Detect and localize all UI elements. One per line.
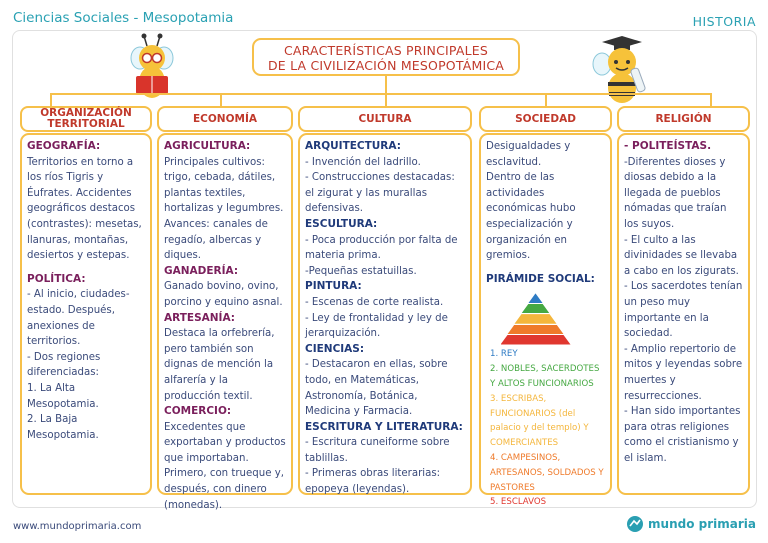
text-politica-2: - Dos regiones diferenciadas:	[27, 351, 101, 379]
title-line-1: CARACTERÍSTICAS PRINCIPALES	[283, 43, 489, 58]
column-sociedad	[479, 133, 612, 508]
text-ciencias: - Destacaron en ellas, sobre todo, en Matemáticas, Astronomía, Botánica, Medicina y Farmacia.	[305, 359, 448, 418]
footer-url[interactable]: www.mundoprimaria.com	[13, 521, 142, 532]
column-cultura	[298, 133, 472, 495]
heading-geografia: GEOGRAFÍA:	[27, 140, 101, 152]
column-economia	[157, 133, 293, 511]
pyramid-level-1	[501, 293, 571, 303]
pyramid-level-2	[501, 304, 571, 314]
heading-ciencias: CIENCIAS:	[305, 342, 365, 355]
heading-escultura: ESCULTURA:	[305, 217, 378, 230]
connector-col-3	[385, 93, 387, 107]
text-religion-5: - Han sido importantes para otras religiones como el cristianismo y el islam.	[624, 406, 741, 464]
heading-artesania: ARTESANÍA:	[164, 311, 235, 324]
subject-tag: HISTORIA	[692, 14, 756, 29]
category-organizacion: ORGANIZACIÓN TERRITORIAL	[20, 106, 152, 132]
title-line-2: DE LA CIVILIZACIÓN MESOPOTÁMICA	[267, 58, 505, 73]
text-ganaderia: Ganado bovino, ovino, porcino y equino asnal.	[164, 281, 283, 308]
text-agricultura-avances: Avances: canales de regadío, albercas y diques.	[164, 218, 268, 262]
text-agricultura: Principales cultivos: trigo, cebada, dátiles, plantas textiles, hortalizas y legumbres.	[164, 156, 284, 215]
connector-col-4	[545, 93, 547, 107]
column-organizacion	[20, 133, 152, 495]
brand-name: mundo primaria	[648, 517, 756, 531]
text-escritura-1: - Escritura cuneiforme sobre tablillas.	[305, 437, 450, 464]
connector-horizontal	[50, 93, 710, 95]
legend-level-5: 5. ESCLAVOS	[490, 497, 547, 508]
text-religion-4: - Amplio repertorio de mitos y leyendas sobre muertes y resurrecciones.	[624, 343, 743, 402]
text-sociedad-2: Dentro de las actividades económicas hubo especialización y organización en gremios.	[486, 172, 576, 262]
heading-piramide: PIRÁMIDE SOCIAL:	[486, 272, 595, 285]
heading-politica: POLÍTICA:	[27, 272, 86, 285]
text-pintura-2: - Ley de frontalidad y ley de jerarquización.	[305, 312, 448, 340]
social-pyramid	[501, 293, 571, 345]
text-pintura-1: - Escenas de corte realista.	[305, 296, 444, 308]
text-comercio: Excedentes que exportaban y productos que importaban. Primero, con trueque y, después, con dinero (monedas).	[164, 421, 286, 511]
text-religion-2: - El culto a las divinidades se llevaba a cabo en los zigurats.	[624, 234, 739, 277]
pyramid-legend	[486, 347, 605, 510]
text-geografia: Territorios en torno a los ríos Tigris y Éufrates. Accidentes geográficos destacos (contrastes): mesetas, llanuras, montañas, desiertos y estepas.	[27, 156, 142, 262]
footer-brand	[626, 515, 756, 533]
text-religion-3: - Los sacerdotes tenían un peso muy importante en la sociedad.	[624, 281, 743, 340]
category-religion: RELIGIÓN	[617, 106, 750, 132]
pyramid-level-3	[501, 314, 571, 324]
text-artesania: Destaca la orfebrería, pero también son dignas de mención la alfarería y la producción textil.	[164, 328, 275, 402]
heading-pintura: PINTURA:	[305, 280, 362, 293]
connector-col-2	[220, 93, 222, 107]
worksheet-subject: Ciencias Sociales - Mesopotamia	[13, 10, 234, 26]
connector-col-5	[710, 93, 712, 107]
text-arquitectura-2: - Construcciones destacadas: el zigurat y las murallas defensivas.	[305, 172, 455, 215]
heading-agricultura: AGRICULTURA:	[164, 140, 251, 152]
text-politica-1: - Al inicio, ciudades-estado. Después, anexiones de territorios.	[27, 289, 130, 348]
text-escultura-2: -Pequeñas estatuillas.	[305, 265, 417, 277]
heading-arquitectura: ARQUITECTURA:	[305, 140, 401, 152]
pyramid-level-5	[501, 335, 571, 345]
text-religion-1: -Diferentes dioses y diosas debido a la llegada de pueblos nómadas que traían los suyos.	[624, 156, 727, 230]
text-sociedad-1: Desigualdades y esclavitud.	[486, 141, 571, 168]
legend-level-4: 4. CAMPESINOS, ARTESANOS, SOLDADOS Y PASTORES	[490, 452, 604, 493]
legend-level-2: 2. NOBLES, SACERDOTES Y ALTOS FUNCIONARIOS	[490, 364, 600, 389]
text-politica-3: 1. La Alta Mesopotamia.	[27, 382, 99, 410]
text-arquitectura-1: - Invención del ladrillo.	[305, 156, 421, 168]
text-escultura-1: - Poca producción por falta de materia prima.	[305, 234, 458, 262]
heading-comercio: COMERCIO:	[164, 405, 232, 418]
category-economia: ECONOMÍA	[157, 106, 293, 132]
heading-escritura: ESCRITURA Y LITERATURA:	[305, 420, 463, 433]
connector-title	[385, 76, 387, 94]
brand-logo-icon	[626, 515, 644, 533]
connector-col-1	[50, 93, 52, 107]
category-sociedad: SOCIEDAD	[479, 106, 612, 132]
main-title	[252, 38, 520, 76]
text-escritura-2: - Primeras obras literarias: epopeya (leyendas).	[305, 468, 441, 496]
column-religion	[617, 133, 750, 495]
pyramid-level-4	[501, 325, 571, 335]
category-cultura: CULTURA	[298, 106, 472, 132]
legend-level-1: 1. REY	[490, 349, 518, 360]
heading-politeistas: - POLITEÍSTAS.	[624, 140, 712, 152]
text-politica-4: 2. La Baja Mesopotamia.	[27, 414, 99, 441]
heading-ganaderia: GANADERÍA:	[164, 264, 239, 277]
legend-level-3: 3. ESCRIBAS, FUNCIONARIOS (del palacio y del templo) Y COMERCIANTES	[490, 393, 589, 449]
